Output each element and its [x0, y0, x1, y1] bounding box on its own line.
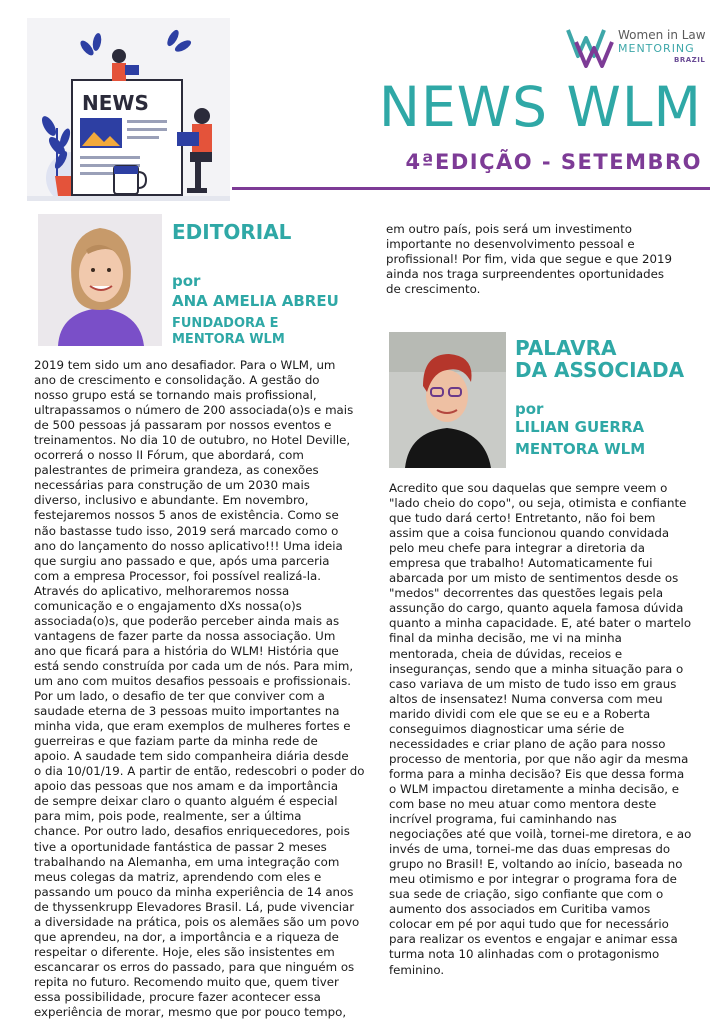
edition-subtitle: 4ªEDIÇÃO - SETEMBRO: [405, 150, 702, 174]
logo-line-mentoring: MENTORING: [618, 42, 695, 55]
newspaper-reading-illustration: [27, 18, 230, 201]
logo-line-brazil: BRAZIL: [674, 56, 706, 64]
associada-author-name: LILIAN GUERRA: [515, 418, 645, 436]
header-divider: [232, 187, 710, 190]
newsletter-title: NEWS WLM: [378, 75, 702, 139]
associada-by-label: por: [515, 400, 544, 418]
woman-portrait-image: [389, 332, 506, 468]
logo-line-women-in-law: Women in Law: [618, 28, 706, 42]
editorial-body-text: 2019 tem sido um ano desafiador. Para o WLM, um ano de crescimento e consolidação. A gestão do nosso grupo está se tornando mais profissional, ultrapassamos o número de 200 associada(o)s e mais de 500 pessoas já passaram por nossos eventos e treinamentos. No dia 10 de outubro, no Hotel Deville, ocorrerá o nosso II Fórum, que abordará, com palestrantes de primeira grandeza, as conexões necessárias para construção de um 2030 mais diverso, inclusivo e abundante. Em novembro, festejaremos nossos 5 anos de existência. Como se não bastasse tudo isso, 2019 será marcado como o ano do lançamento do nosso aplicativo!!! Uma ideia que surgiu ano passado e que, após uma parceria com a empresa Processor, foi possível realizá-la. Através do aplicativo, melhoraremos nossa comunicação e o engajamento dXs nossa(o)s associada(o)s, que poderão perceber ainda mais as vantagens de fazer parte da nossa associação. Um ano que ficará para a história do WLM! História que está sendo construída por cada um de nós. Para mim, um ano com muitos desafios pessoais e profissionais. Por um lado, o desafio de ter que conviver com a saudade eterna de 3 pessoas muito importantes na minha vida, que eram exemplos de mulheres fortes e guerreiras e que faziam parte da minha rede de apoio. A saudade tem sido companheira diária desde o dia 10/01/19. A partir de então, redescobri o poder do apoio das pessoas que nos amam e da importância de sempre deixar claro o quanto alguém é especial para mim, pois pode, realmente, ser a última chance. Por outro lado, desafios enriquecedores, pois tive a oportunidade fantástica de passar 2 meses trabalhando na Alemanha, em uma integração com meus colegas da matriz, aprendendo com eles e passando um pouco da minha experiência de 14 anos de thyssenkrupp Elevadores Brasil. Lá, pude vivenciar a diversidade na prática, pois os alemães são um povo que aprendeu, na dor, a importância e a riqueza de respeitar o diferente. Hoje, eles são insistentes em escancarar os erros do passado, para que ninguém os repita no futuro. Recomendo muito que, quem tiver essa possibilidade, procure fazer acontecer essa experiência de morar, mesmo que por pouco tempo,: [34, 358, 365, 1020]
wlm-logo-mark-icon: [566, 24, 616, 68]
wlm-logo: [566, 24, 711, 72]
editorial-continuation-text: em outro país, pois será um investimento importante no desenvolvimento pessoal e profissional! Por fim, vida que segue e que 2019 ainda nos traga surpreendentes oportunidades de crescimento.: [386, 222, 672, 297]
editorial-heading: EDITORIAL: [172, 220, 292, 244]
associada-heading-line1: PALAVRA: [515, 336, 617, 360]
editorial-author-role-1: FUNDADORA E: [172, 316, 279, 331]
editorial-author-role-2: MENTORA WLM: [172, 332, 285, 347]
editorial-author-name: ANA AMELIA ABREU: [172, 292, 339, 310]
editorial-author-photo: [38, 214, 162, 346]
associada-author-photo: [389, 332, 506, 468]
hero-news-text: NEWS: [82, 91, 149, 115]
news-illustration: [27, 18, 230, 201]
editorial-by-label: por: [172, 272, 201, 290]
woman-portrait-image: [38, 214, 162, 346]
associada-heading-line2: DA ASSOCIADA: [515, 358, 685, 382]
associada-body-text: Acredito que sou daquelas que sempre veem o "lado cheio do copo", ou seja, otimista e confiante que tudo dará certo! Entretanto, não foi bem assim que a coisa funcionou quando convidada pelo meu chefe para integrar a diretoria da empresa que trabalho! Automaticamente fui abarcada por um misto de sentimentos desde os "medos" decorrentes das questões legais pela assunção do cargo, quanto aquela famosa dúvida quanto a minha capacidade. E, até bater o martelo final da minha decisão, me vi na minha mentorada, cheia de dúvidas, receios e inseguranças, sendo que a minha situação para o caso variava de um misto de tudo isso em graus altos de insensatez! Numa conversa com meu marido dividi com ele que se eu e a Roberta conseguimos diagnosticar uma série de necessidades e criar plano de ação para nosso processo de mentoria, por que não agir da mesma forma para a minha decisão? Eis que dessa forma o WLM impactou diretamente a minha decisão, e com base no meu atuar como mentora deste incrível programa, fui caminhando nas negociações até que voilà, tornei-me diretora, e ao invés de uma, tornei-me das duas empresas do grupo no Brasil! E, voltando ao início, baseada no meu otimismo e por integrar o programa fora de sua sede de criação, sigo confiante que com o aumento dos associados em Curitiba vamos colocar em pé por aqui tudo que for necessário para realizar os eventos e engajar e animar essa turma nota 10 alinhadas com o protagonismo feminino.: [389, 481, 692, 977]
associada-author-role: MENTORA WLM: [515, 440, 646, 458]
